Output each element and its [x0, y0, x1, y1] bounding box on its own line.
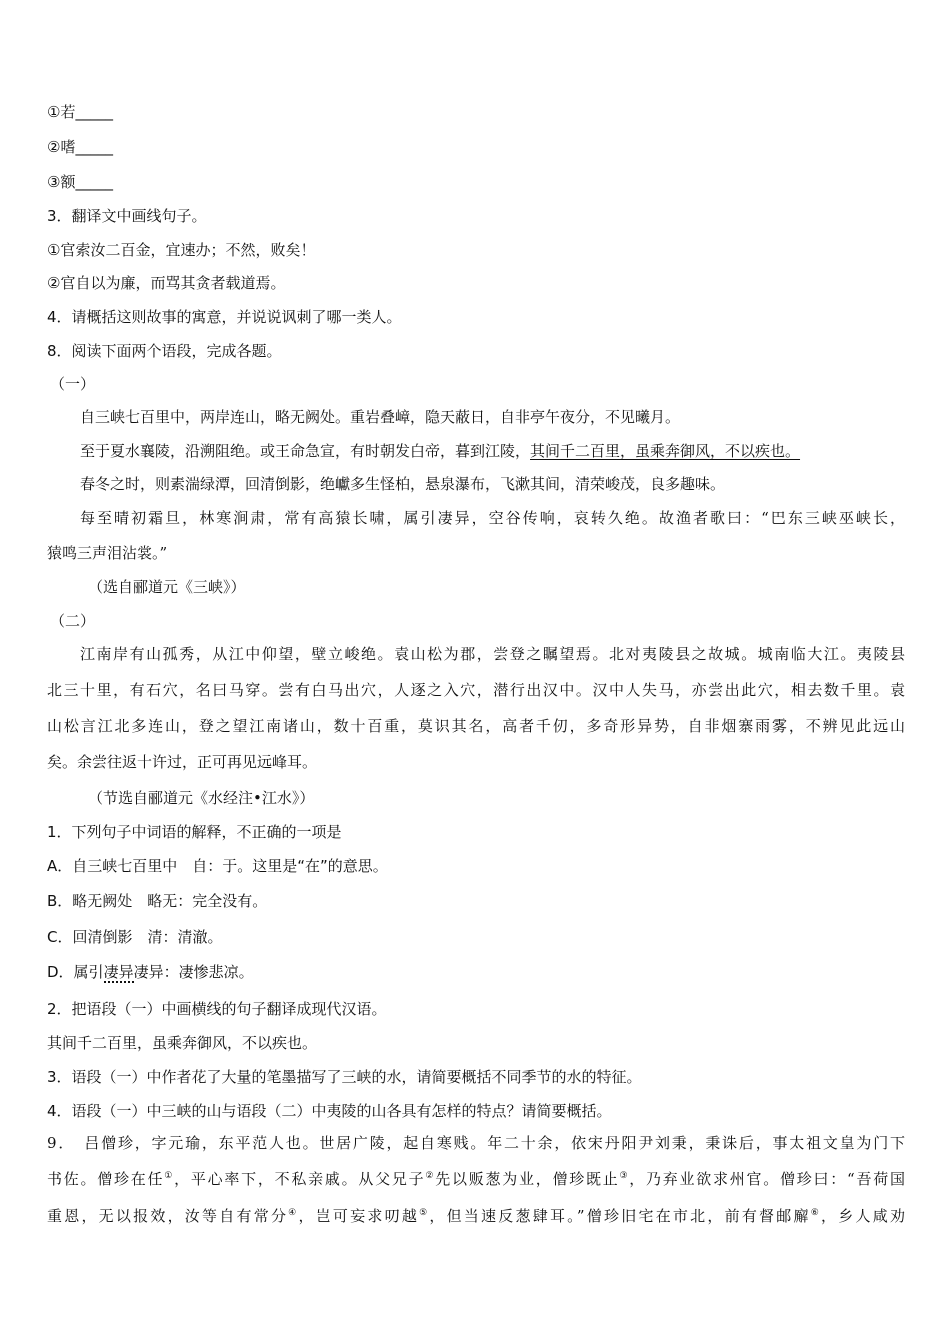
blank-ruo: ①若_____ [47, 103, 113, 121]
q9-line3-part1: 重恩，无以报效，汝等自有常分 [47, 1207, 289, 1225]
q7-3-title: 3．翻译文中画线句子。 [47, 207, 207, 225]
passage1-para3: 春冬之时，则素湍绿潭，回清倒影，绝巘多生怪柏，悬泉瀑布，飞漱其间，清荣峻茂，良多趣味。 [80, 475, 726, 493]
q9-line3-part3: ，但当速反葱肆耳。”僧珍旧宅在市北，前有督邮廨 [429, 1207, 811, 1225]
note-6: ⑥ [810, 1208, 822, 1218]
note-2: ② [425, 1171, 436, 1181]
q8-1: 1．下列句子中词语的解释，不正确的一项是 [47, 823, 342, 841]
q8-title: 8．阅读下面两个语段，完成各题。 [47, 342, 282, 360]
option-b: B．略无阙处 略无：完全没有。 [47, 892, 268, 910]
q9-line3-part2: ，岂可妄求叨越 [298, 1207, 420, 1225]
passage1-para4-line2: 猿鸣三声泪沾裳。” [47, 544, 168, 562]
source-2: （节选自郦道元《水经注•江水》） [88, 789, 315, 807]
passage1-para2 [80, 441, 800, 461]
q9-line2-part3: 先以贩葱为业，僧珍既止 [435, 1170, 620, 1188]
q9-line2-part2: ，平心率下，不私亲戚。从父兄子 [174, 1170, 426, 1188]
underlined-sentence: 其间千二百里，虽乘奔御风，不以疾也。 [530, 442, 801, 460]
q7-3-sentence-1: ①官索汝二百金，宜速办；不然，败矣！ [47, 241, 316, 259]
q9-line3-part4: ，乡人咸劝 [821, 1207, 905, 1225]
passage2-line1: 江南岸有山孤秀，从江中仰望，壁立峻绝。袁山松为郡，尝登之瞩望焉。北对夷陵县之故城。城南临大江。夷陵县 [80, 645, 905, 663]
q9-line1: 9． 吕僧珍，字元瑜，东平范人也。世居广陵，起自寒贱。年二十余，依宋丹阳尹刘秉，秉诛后，事太祖文皇为门下 [47, 1134, 905, 1152]
option-d-prefix: D．属引 [47, 963, 104, 981]
option-c: C．回清倒影 清：清澈。 [47, 928, 223, 946]
q7-3-sentence-2: ②官自以为廉，而骂其贪者载道焉。 [47, 274, 286, 292]
passage1-para1: 自三峡七百里中，两岸连山，略无阙处。重岩叠嶂，隐天蔽日，自非亭午夜分，不见曦月。 [80, 408, 681, 426]
passage2-line2: 北三十里，有石穴，名曰马穿。尝有白马出穴，人逐之入穴，潜行出汉中。汉中人失马，亦尝出此穴，相去数千里。袁 [47, 681, 905, 699]
part2-label: （二） [50, 612, 96, 630]
q9-line2 [47, 1169, 905, 1189]
source-1: （选自郦道元《三峡》） [88, 578, 246, 596]
q9-line2-part4: ，乃弃业欲求州官。僧珍曰：“吾荷国 [629, 1170, 905, 1188]
note-3: ③ [619, 1171, 630, 1181]
passage1-para2-text: 至于夏水襄陵，沿溯阻绝。或王命急宣，有时朝发白帝，暮到江陵， [80, 442, 531, 460]
part1-label: （一） [50, 375, 96, 393]
q9-line3 [47, 1206, 905, 1226]
note-1: ① [164, 1171, 175, 1181]
passage1-para4-line1: 每至晴初霜旦，林寒涧肃，常有高猿长啸，属引凄异，空谷传响，哀转久绝。故渔者歌曰：“巴东三峡巫峡长， [80, 509, 905, 527]
note-5: ⑤ [419, 1208, 430, 1218]
q8-4: 4．语段（一）中三峡的山与语段（二）中夷陵的山各具有怎样的特点？请简要概括。 [47, 1102, 612, 1120]
q8-2: 2．把语段（一）中画横线的句子翻译成现代汉语。 [47, 1000, 387, 1018]
option-d [47, 962, 254, 982]
dotted-word: 凄异 [103, 963, 134, 981]
blank-e: ③额_____ [47, 173, 113, 191]
option-a: A．自三峡七百里中 自：于。这里是“在”的意思。 [47, 857, 388, 875]
note-4: ④ [288, 1208, 299, 1218]
q8-3: 3．语段（一）中作者花了大量的笔墨描写了三峡的水，请简要概括不同季节的水的特征。 [47, 1068, 642, 1086]
passage2-line4: 矣。余尝往返十许过，正可再见远峰耳。 [47, 753, 318, 771]
passage2-line3: 山松言江北多连山，登之望江南诸山，数十百重，莫识其名，高者千仞，多奇形异势，自非烟寨雨雾，不辨见此远山 [47, 717, 905, 735]
q9-line2-part1: 书佐。僧珍在任 [47, 1170, 165, 1188]
q7-4: 4．请概括这则故事的寓意，并说说讽刺了哪一类人。 [47, 308, 402, 326]
option-d-text: 凄异：凄惨悲凉。 [133, 963, 254, 981]
q8-2-sentence: 其间千二百里，虽乘奔御风，不以疾也。 [47, 1034, 318, 1052]
blank-shi: ②嗜_____ [47, 138, 113, 156]
